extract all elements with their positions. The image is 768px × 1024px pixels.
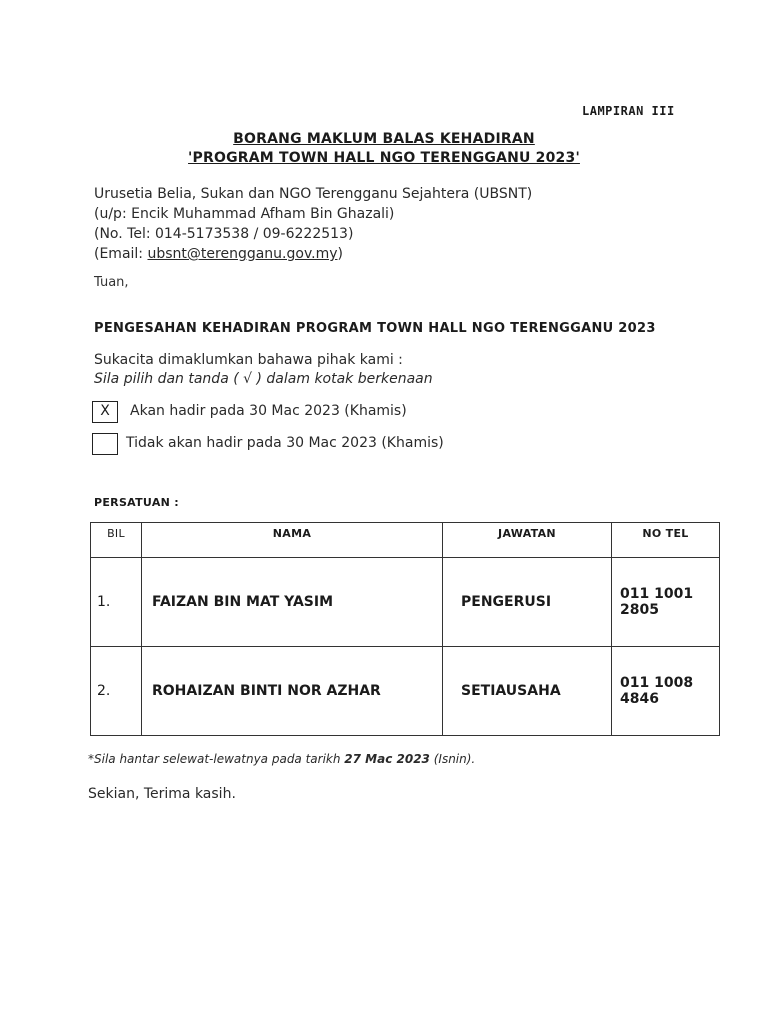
instruction-text: Sila pilih dan tanda ( √ ) dalam kotak berkenaan bbox=[94, 371, 433, 387]
header-notel: NO TEL bbox=[612, 523, 720, 558]
table-row bbox=[91, 558, 720, 647]
row-jawatan: SETIAUSAHA bbox=[443, 647, 612, 736]
row-jawatan: PENGERUSI bbox=[443, 558, 612, 647]
table-header-row bbox=[91, 523, 720, 558]
not-attend-checkbox[interactable] bbox=[92, 433, 118, 455]
address-email-line bbox=[94, 246, 343, 262]
attend-option-label: Akan hadir pada 30 Mac 2023 (Khamis) bbox=[130, 403, 407, 419]
address-tel: (No. Tel: 014-5173538 / 09-6222513) bbox=[94, 226, 354, 242]
email-prefix: (Email: bbox=[94, 246, 148, 262]
members-table bbox=[90, 522, 720, 736]
row-nama: FAIZAN BIN MAT YASIM bbox=[142, 558, 443, 647]
address-org: Urusetia Belia, Sukan dan NGO Terengganu Sejahtera (UBSNT) bbox=[94, 186, 533, 202]
header-jawatan: JAWATAN bbox=[443, 523, 612, 558]
row-notel: 011 1001 2805 bbox=[612, 558, 720, 647]
lampiran-label: LAMPIRAN III bbox=[582, 104, 675, 118]
form-title: BORANG MAKLUM BALAS KEHADIRAN bbox=[233, 131, 535, 147]
header-nama: NAMA bbox=[142, 523, 443, 558]
note-prefix: *Sila hantar selewat-lewatnya pada tarikh bbox=[88, 752, 345, 766]
row-bil: 1. bbox=[91, 558, 142, 647]
closing-text: Sekian, Terima kasih. bbox=[88, 786, 236, 802]
intro-text: Sukacita dimaklumkan bahawa pihak kami : bbox=[94, 352, 403, 368]
row-notel: 011 1008 4846 bbox=[612, 647, 720, 736]
salutation: Tuan, bbox=[94, 275, 129, 290]
program-title: 'PROGRAM TOWN HALL NGO TERENGGANU 2023' bbox=[188, 150, 580, 166]
table-row bbox=[91, 647, 720, 736]
row-nama: ROHAIZAN BINTI NOR AZHAR bbox=[142, 647, 443, 736]
email-suffix: ) bbox=[337, 246, 343, 262]
address-attn: (u/p: Encik Muhammad Afham Bin Ghazali) bbox=[94, 206, 395, 222]
deadline-note bbox=[88, 752, 475, 766]
row-bil: 2. bbox=[91, 647, 142, 736]
not-attend-option-label: Tidak akan hadir pada 30 Mac 2023 (Khamis) bbox=[126, 435, 444, 451]
note-suffix: (Isnin). bbox=[429, 752, 476, 766]
confirmation-heading: PENGESAHAN KEHADIRAN PROGRAM TOWN HALL NGO TERENGGANU 2023 bbox=[94, 321, 656, 336]
persatuan-label: PERSATUAN : bbox=[94, 496, 179, 509]
note-date: 27 Mac 2023 bbox=[344, 752, 430, 766]
email-link[interactable]: ubsnt@terengganu.gov.my bbox=[147, 246, 338, 262]
attend-checkbox[interactable]: X bbox=[92, 401, 118, 423]
header-bil: BIL bbox=[91, 523, 142, 558]
